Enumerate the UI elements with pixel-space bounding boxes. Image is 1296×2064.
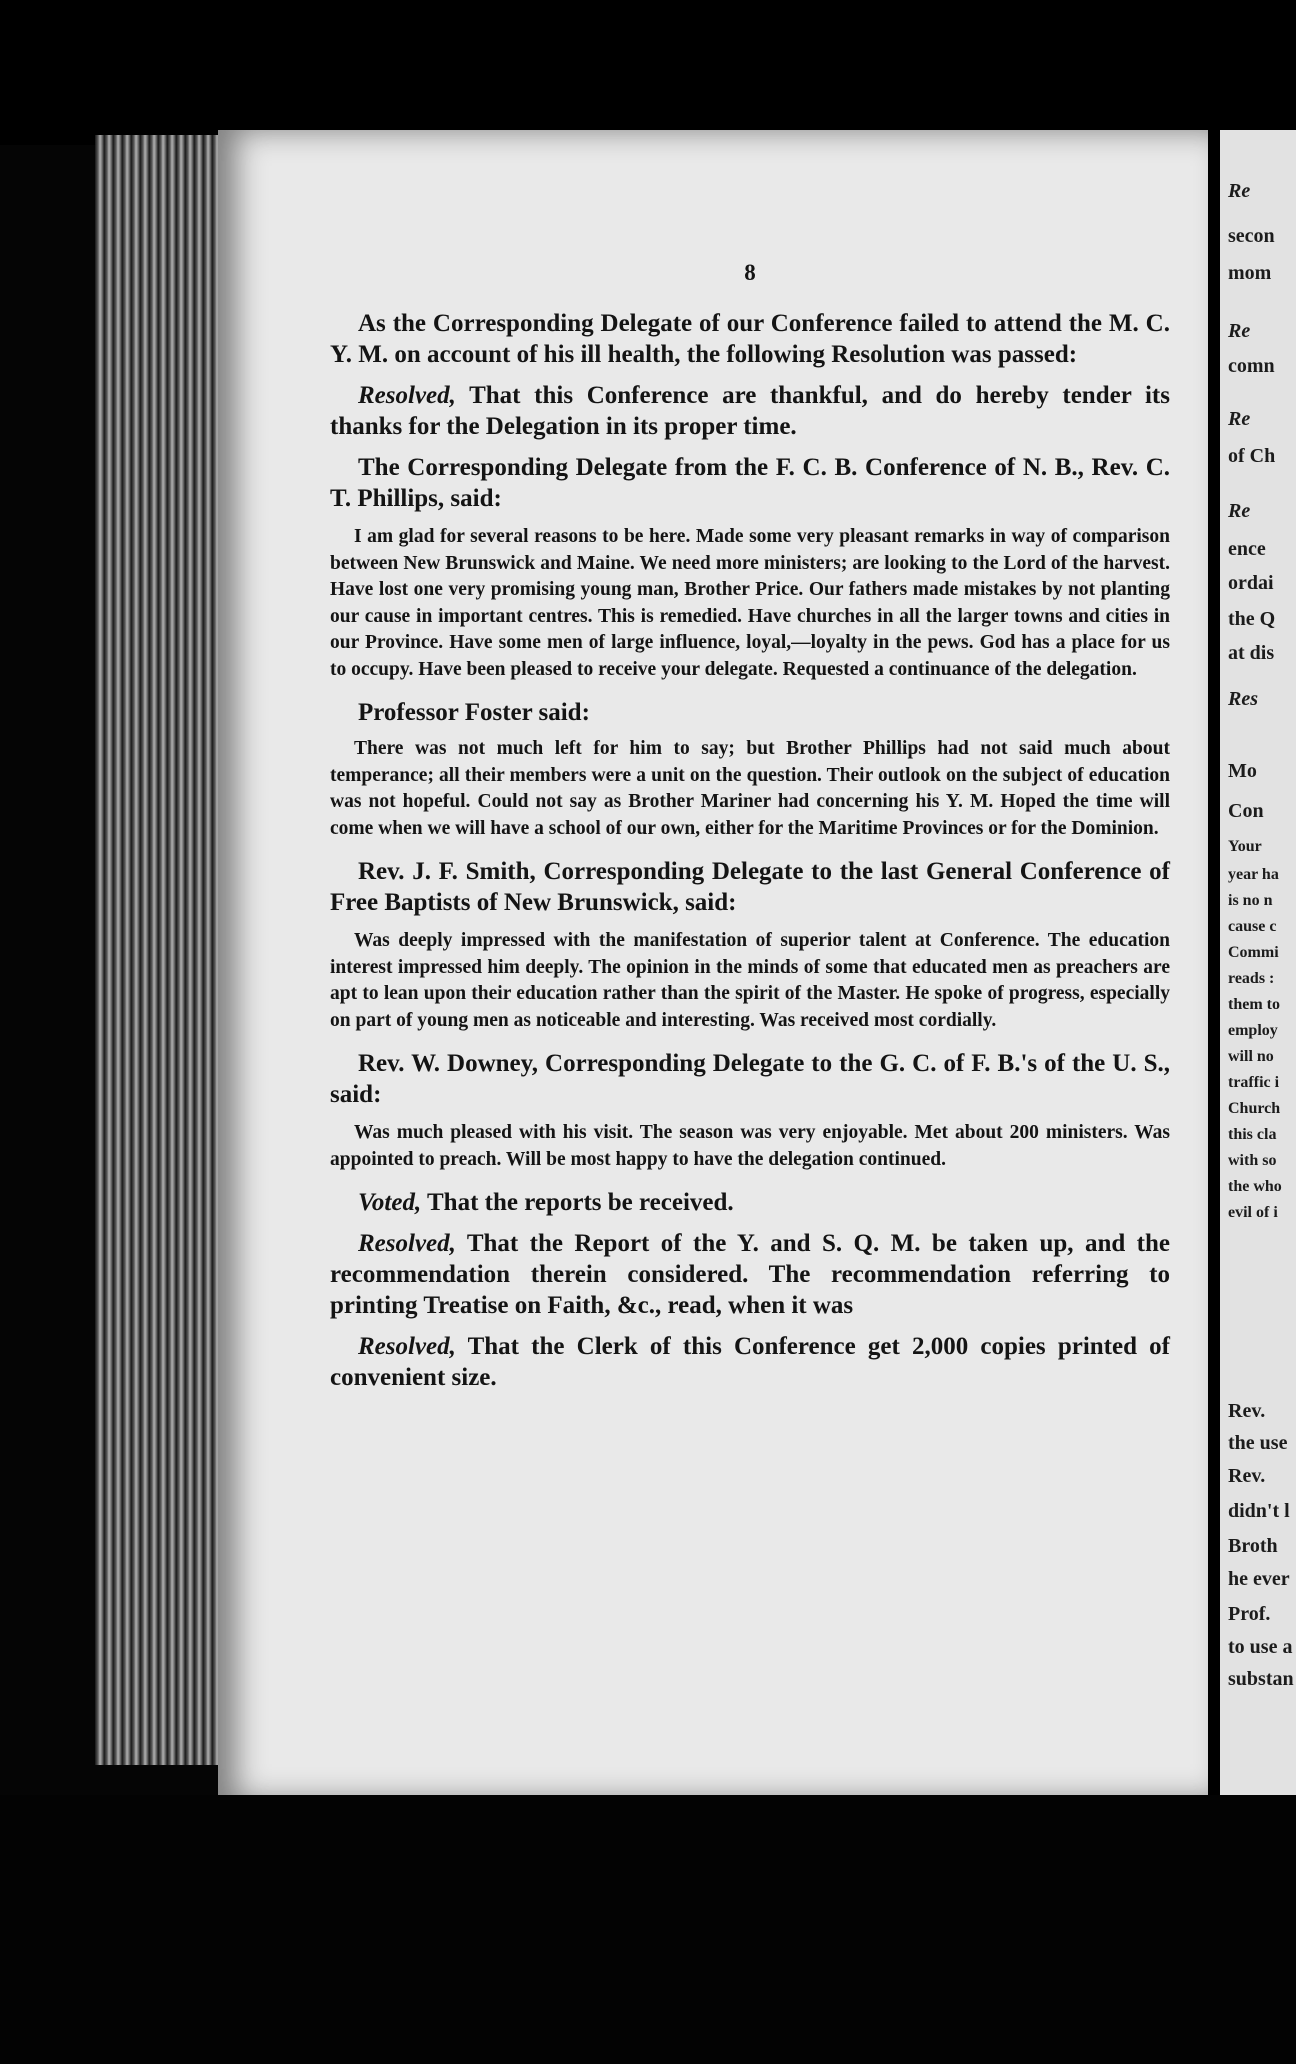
speech-paragraph	[330, 524, 1170, 683]
facing-page-text: Re	[1228, 408, 1251, 430]
paragraph-text: That the reports be received.	[421, 1189, 734, 1216]
facing-page-text: mom	[1228, 262, 1272, 284]
facing-page-text: Re	[1228, 320, 1251, 342]
facing-page-text: he ever	[1228, 1568, 1290, 1590]
paragraph-text: That the Report of the Y. and S. Q. M. be taken up, and the recommendation therein considered. The recommendation referring to printing Treatise on Faith, &c., read, when it was	[330, 1230, 1170, 1319]
paragraph	[330, 1228, 1170, 1321]
speaker-heading	[358, 697, 1170, 728]
paragraph-text: I am glad for several reasons to be here. Made some very pleasant remarks in way of comparison between New Brunswick and Maine. We need more ministers; are looking to the Lord of the harvest. Have lost one very promising young man, Brother Price. Our fathers made mistakes by not planting our cause in important centres. This is remedied. Have churches in all the larger towns and cities in our Province. Have some men of large influence, loyal,—loyalty in the pews. God has a place for us to occupy. Have been pleased to receive your delegate. Requested a continuance of the delegation.	[330, 526, 1170, 680]
speech-paragraph	[330, 736, 1170, 842]
facing-page-text: to use a	[1228, 1636, 1293, 1658]
paragraph	[330, 380, 1170, 442]
book-spine	[1208, 135, 1220, 1795]
facing-page-text: the use	[1228, 1432, 1288, 1454]
scanned-page	[218, 130, 1208, 1800]
book-page-edges	[95, 135, 230, 1765]
facing-page-text: comn	[1228, 355, 1275, 377]
page-text	[330, 260, 1170, 1403]
paragraph-text: Professor Foster said:	[358, 699, 590, 726]
facing-page-text: with so	[1228, 1152, 1277, 1169]
paragraph-text: That the Clerk of this Conference get 2,000 copies printed of convenient size.	[330, 1333, 1170, 1391]
facing-page-text: Con	[1228, 800, 1264, 822]
paragraph-text: Was much pleased with his visit. The season was very enjoyable. Met about 200 ministers. Was appointed to preach. Will be most happy to have the delegation continued.	[330, 1122, 1170, 1170]
facing-page-text: Prof.	[1228, 1603, 1271, 1625]
facing-page-text: the Q	[1228, 608, 1276, 630]
facing-page-text: Church	[1228, 1100, 1281, 1117]
facing-page-text: Commi	[1228, 944, 1279, 961]
paragraph-text: Rev. W. Downey, Corresponding Delegate to the G. C. of F. B.'s of the U. S., said:	[330, 1050, 1170, 1108]
facing-page-text: substan	[1228, 1668, 1294, 1690]
paragraph-lead: Resolved,	[358, 1333, 456, 1360]
paragraph-text: As the Corresponding Delegate of our Conference failed to attend the M. C. Y. M. on account of his ill health, the following Resolution was passed:	[330, 310, 1170, 368]
facing-page-text: year ha	[1228, 866, 1279, 883]
facing-page-text: Res	[1228, 688, 1258, 710]
facing-page-text: the who	[1228, 1178, 1282, 1195]
paragraph-lead: Voted,	[358, 1189, 422, 1216]
paragraph	[330, 1187, 1170, 1218]
paragraph	[330, 1048, 1170, 1110]
facing-page-text: Mo	[1228, 760, 1257, 782]
scan-background-bottom	[0, 1795, 1296, 2064]
page-number: 8	[744, 260, 756, 285]
facing-page-fragment	[1220, 130, 1296, 1800]
facing-page-text: Rev.	[1228, 1400, 1266, 1422]
paragraph-text: The Corresponding Delegate from the F. C. B. Conference of N. B., Rev. C. T. Phillips, said:	[330, 454, 1170, 512]
facing-page-text: traffic i	[1228, 1074, 1280, 1091]
paragraph-text: There was not much left for him to say; but Brother Phillips had not said much about temperance; all their members were a unit on the question. Their outlook on the subject of education was not hopeful. Could not say as Brother Mariner had concerning his Y. M. Hoped the time will come when we will have a school of our own, either for the Maritime Provinces or for the Dominion.	[330, 738, 1170, 839]
facing-page-text: is no n	[1228, 892, 1273, 909]
facing-page-text: of Ch	[1228, 445, 1276, 467]
facing-page-text: Your	[1228, 838, 1262, 855]
paragraph	[330, 1331, 1170, 1393]
facing-page-text: evil of i	[1228, 1204, 1278, 1221]
paragraph-text: Rev. J. F. Smith, Corresponding Delegate to the last General Conference of Free Baptists of New Brunswick, said:	[330, 858, 1170, 916]
facing-page-text: at dis	[1228, 642, 1275, 664]
speech-paragraph	[330, 1120, 1170, 1173]
paragraph	[330, 452, 1170, 514]
speech-paragraph	[330, 928, 1170, 1034]
facing-page-text: cause c	[1228, 918, 1277, 935]
facing-page-text: Re	[1228, 500, 1251, 522]
page-body	[330, 308, 1170, 1393]
facing-page-text: secon	[1228, 225, 1275, 247]
facing-page-text: ordai	[1228, 572, 1274, 594]
paragraph-lead: Resolved,	[358, 382, 456, 409]
facing-page-text: Rev.	[1228, 1465, 1266, 1487]
paragraph-text: Was deeply impressed with the manifestation of superior talent at Conference. The education interest impressed him deeply. The opinion in the minds of some that educated men as preachers are apt to lean upon their education rather than the spirit of the Master. He spoke of progress, especially on part of young men as noticeable and interesting. Was received most cordially.	[330, 930, 1170, 1031]
facing-page-text: this cla	[1228, 1126, 1277, 1143]
facing-page-text: didn't l	[1228, 1500, 1290, 1522]
paragraph-lead: Resolved,	[358, 1230, 456, 1257]
facing-page-text: employ	[1228, 1022, 1278, 1039]
facing-page-text: them to	[1228, 996, 1280, 1013]
paragraph-text: That this Conference are thankful, and do hereby tender its thanks for the Delegation in its proper time.	[330, 382, 1170, 440]
facing-page-text: Re	[1228, 180, 1251, 202]
paragraph	[330, 308, 1170, 370]
facing-page-text: Broth	[1228, 1535, 1278, 1557]
facing-page-text: will no	[1228, 1048, 1274, 1065]
facing-page-text: ence	[1228, 538, 1266, 560]
paragraph	[330, 856, 1170, 918]
scan-background-top	[0, 0, 1296, 145]
facing-page-text: reads :	[1228, 970, 1275, 987]
